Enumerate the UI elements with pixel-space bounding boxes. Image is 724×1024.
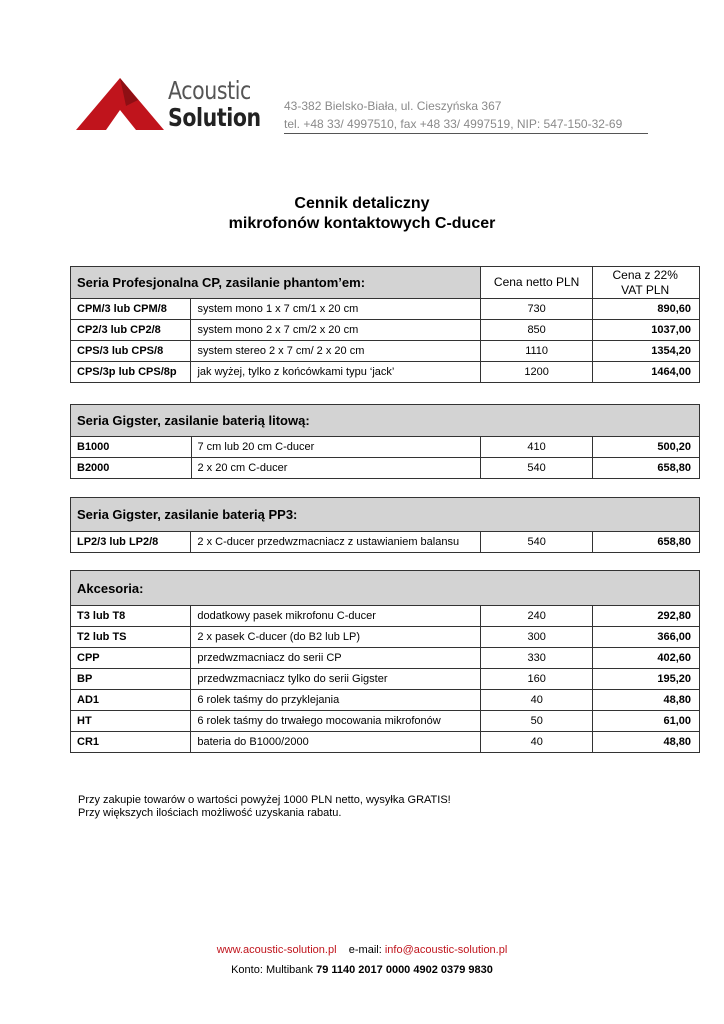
logo-wordmark bbox=[168, 78, 281, 130]
title-line-1: Cennik detaliczny bbox=[294, 195, 430, 212]
price-vat: 1354,20 bbox=[593, 341, 700, 362]
price-net: 300 bbox=[481, 627, 593, 648]
product-code: B2000 bbox=[71, 458, 192, 479]
price-vat: 292,80 bbox=[593, 606, 700, 627]
price-net: 160 bbox=[481, 669, 593, 690]
table-row bbox=[71, 458, 700, 479]
price-vat: 48,80 bbox=[593, 732, 700, 753]
product-description: jak wyżej, tylko z końcówkami typu ‘jack’ bbox=[191, 362, 480, 383]
product-description: system mono 2 x 7 cm/2 x 20 cm bbox=[191, 320, 480, 341]
notes bbox=[78, 794, 451, 820]
note-line-2: Przy większych ilościach możliwość uzyskania rabatu. bbox=[78, 807, 342, 819]
table-row bbox=[71, 341, 700, 362]
table-row bbox=[71, 320, 700, 341]
price-net: 540 bbox=[481, 532, 593, 553]
price-net: 1200 bbox=[480, 362, 592, 383]
product-code: CPP bbox=[71, 648, 191, 669]
price-vat: 658,80 bbox=[593, 532, 700, 553]
price-table-cp bbox=[70, 266, 700, 383]
price-net: 40 bbox=[481, 690, 593, 711]
price-vat: 890,60 bbox=[593, 299, 700, 320]
footer bbox=[0, 940, 724, 980]
product-code: CPS/3 lub CPS/8 bbox=[71, 341, 191, 362]
price-net: 850 bbox=[480, 320, 592, 341]
product-code: LP2/3 lub LP2/8 bbox=[71, 532, 191, 553]
section-title: Seria Gigster, zasilanie baterią PP3: bbox=[71, 498, 700, 532]
product-code: CPM/3 lub CPM/8 bbox=[71, 299, 191, 320]
product-code: AD1 bbox=[71, 690, 191, 711]
product-description: system stereo 2 x 7 cm/ 2 x 20 cm bbox=[191, 341, 480, 362]
product-description: 6 rolek taśmy do trwałego mocowania mikrofonów bbox=[191, 711, 481, 732]
product-code: CP2/3 lub CP2/8 bbox=[71, 320, 191, 341]
price-vat: 61,00 bbox=[593, 711, 700, 732]
section-header bbox=[71, 498, 700, 532]
price-vat: 402,60 bbox=[593, 648, 700, 669]
column-header-net: Cena netto PLN bbox=[480, 267, 592, 299]
table-row bbox=[71, 669, 700, 690]
note-line-1: Przy zakupie towarów o wartości powyżej 1000 PLN netto, wysyłka GRATIS! bbox=[78, 794, 451, 806]
product-description: bateria do B1000/2000 bbox=[191, 732, 481, 753]
page-title bbox=[0, 194, 724, 234]
price-vat: 195,20 bbox=[593, 669, 700, 690]
address-line-2: tel. +48 33/ 4997510, fax +48 33/ 4997519, NIP: 547-150-32-69 bbox=[284, 115, 648, 134]
column-header-vat-line1: Cena z 22% bbox=[612, 267, 678, 282]
footer-contact bbox=[0, 940, 724, 960]
price-table-gigster-pp3 bbox=[70, 497, 700, 553]
email-link[interactable]: info@acoustic-solution.pl bbox=[384, 944, 508, 956]
price-vat: 48,80 bbox=[593, 690, 700, 711]
product-description: 2 x 20 cm C-ducer bbox=[191, 458, 480, 479]
address-line-1: 43-382 Bielsko-Biała, ul. Cieszyńska 367 bbox=[284, 99, 502, 113]
product-description: 6 rolek taśmy do przyklejania bbox=[191, 690, 481, 711]
email-label: e-mail: bbox=[348, 944, 382, 956]
logo-line-2: Solution bbox=[168, 103, 261, 132]
product-code: T2 lub TS bbox=[71, 627, 191, 648]
logo-line-1: Acoustic bbox=[168, 76, 251, 105]
section-title: Seria Gigster, zasilanie baterią litową: bbox=[71, 405, 700, 437]
product-description: dodatkowy pasek mikrofonu C-ducer bbox=[191, 606, 481, 627]
product-code: BP bbox=[71, 669, 191, 690]
product-code: HT bbox=[71, 711, 191, 732]
table-row bbox=[71, 606, 700, 627]
column-header-vat bbox=[593, 267, 700, 299]
account-label: Konto: Multibank bbox=[231, 964, 314, 976]
price-net: 240 bbox=[481, 606, 593, 627]
product-description: przedwzmacniacz tylko do serii Gigster bbox=[191, 669, 481, 690]
column-header-vat-line2: VAT PLN bbox=[621, 282, 670, 297]
price-net: 410 bbox=[480, 437, 592, 458]
table-row bbox=[71, 362, 700, 383]
price-net: 1110 bbox=[480, 341, 592, 362]
product-description: 2 x pasek C-ducer (do B2 lub LP) bbox=[191, 627, 481, 648]
price-table-accessories bbox=[70, 570, 700, 753]
table-row bbox=[71, 532, 700, 553]
product-description: 2 x C-ducer przedwzmacniacz z ustawianiem balansu bbox=[191, 532, 481, 553]
section-header bbox=[71, 267, 700, 299]
price-net: 330 bbox=[481, 648, 593, 669]
section-header bbox=[71, 571, 700, 606]
price-net: 40 bbox=[481, 732, 593, 753]
product-code: CR1 bbox=[71, 732, 191, 753]
price-vat: 366,00 bbox=[593, 627, 700, 648]
price-vat: 1464,00 bbox=[593, 362, 700, 383]
footer-account bbox=[0, 960, 724, 980]
section-title: Akcesoria: bbox=[71, 571, 700, 606]
table-row bbox=[71, 299, 700, 320]
price-table-gigster-lithium bbox=[70, 404, 700, 479]
table-row bbox=[71, 648, 700, 669]
product-description: system mono 1 x 7 cm/1 x 20 cm bbox=[191, 299, 480, 320]
section-header bbox=[71, 405, 700, 437]
table-row bbox=[71, 627, 700, 648]
table-row bbox=[71, 732, 700, 753]
table-row bbox=[71, 690, 700, 711]
title-line-2: mikrofonów kontaktowych C-ducer bbox=[228, 215, 496, 232]
product-description: przedwzmacniacz do serii CP bbox=[191, 648, 481, 669]
company-address bbox=[284, 97, 648, 134]
product-code: T3 lub T8 bbox=[71, 606, 191, 627]
price-net: 730 bbox=[480, 299, 592, 320]
product-code: CPS/3p lub CPS/8p bbox=[71, 362, 191, 383]
price-vat: 658,80 bbox=[593, 458, 700, 479]
account-number: 79 1140 2017 0000 4902 0379 9830 bbox=[316, 964, 493, 976]
price-net: 540 bbox=[480, 458, 592, 479]
product-description: 7 cm lub 20 cm C-ducer bbox=[191, 437, 480, 458]
website-link[interactable]: www.acoustic-solution.pl bbox=[216, 944, 337, 956]
section-title: Seria Profesjonalna CP, zasilanie phantom’em: bbox=[71, 267, 481, 299]
price-vat: 1037,00 bbox=[593, 320, 700, 341]
price-vat: 500,20 bbox=[593, 437, 700, 458]
price-net: 50 bbox=[481, 711, 593, 732]
product-code: B1000 bbox=[71, 437, 192, 458]
table-row bbox=[71, 437, 700, 458]
table-row bbox=[71, 711, 700, 732]
